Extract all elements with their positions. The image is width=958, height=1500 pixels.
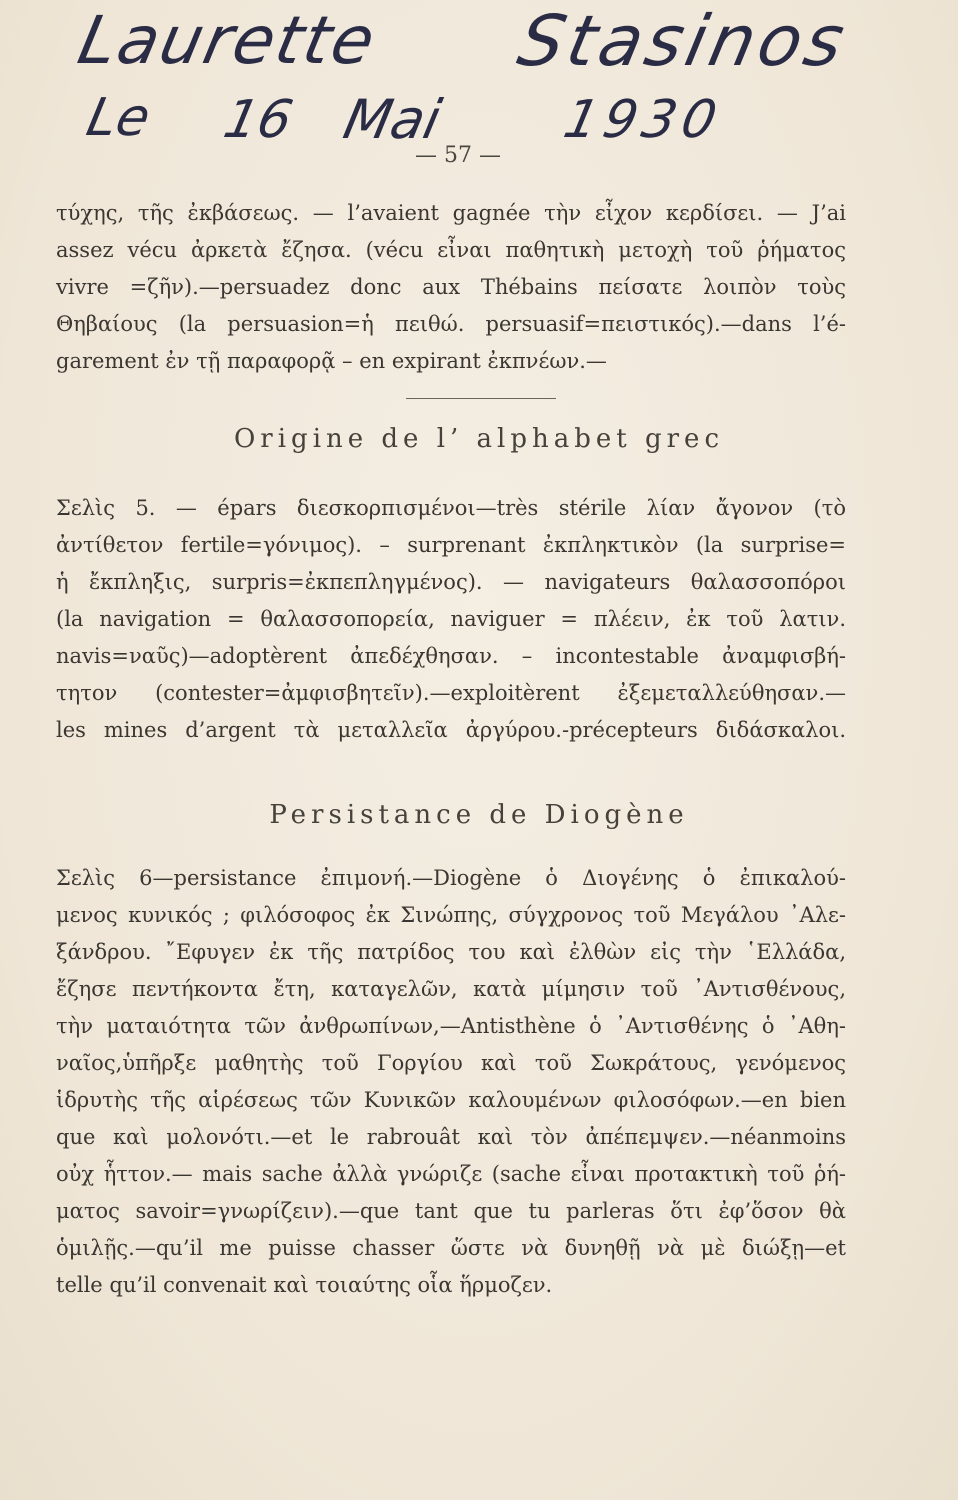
text-line: telle qu’il convenait καὶ τοιαύτης οἷα ἥρμοζεν. — [56, 1273, 553, 1297]
handwritten-date-month: Mai — [338, 88, 447, 151]
text-line: ὁμιλῇς.—qu’il me puisse chasser ὥστε νὰ δυνηθῇ νὰ μὲ διώξῃ—et — [56, 1236, 846, 1260]
text-line: les mines d’argent τὰ μεταλλεῖα ἀργύρου.-précepteurs διδάσκαλοι. — [56, 718, 846, 742]
handwritten-signature-name-last: Stasinos — [511, 0, 856, 82]
text-line: Σελὶς 5. — épars διεσκορπισμένοι—très stérile λίαν ἄγονον (τὸ — [56, 496, 846, 520]
text-line: ἱδρυτὴς τῆς αἱρέσεως τῶν Κυνικῶν καλουμένων φιλοσόφων.—en bien — [56, 1088, 846, 1112]
text-line: ξάνδρου. ῎Εφυγεν ἐκ τῆς πατρίδος του καὶ ἐλθὼν εἰς τὴν ῾Ελλάδα, — [56, 940, 846, 964]
text-line: ἀντίθετον fertile=γόνιμος). – surprenant ἐκπληκτικὸν (la surprise= — [56, 533, 846, 557]
page-number: — 57 — — [415, 143, 501, 168]
text-line: que καὶ μολονότι.—et le rabrouât καὶ τὸν ἀπέπεμψεν.—néanmoins — [56, 1125, 846, 1149]
text-line: ναῖος,ὑπῆρξε μαθητὴς τοῦ Γοργίου καὶ τοῦ Σωκράτους, γενόμενος — [56, 1051, 846, 1075]
text-line: τητον (contester=ἀμφισβητεῖν).—exploitèrent ἐξεμεταλλεύθησαν.— — [56, 681, 846, 705]
paragraph-alphabet — [56, 490, 846, 749]
handwritten-date-le: Le — [81, 88, 156, 148]
text-line: Θηβαίους (la persuasion=ἡ πειθώ. persuasif=πειστικός).—dans l’é- — [56, 312, 846, 336]
handwritten-date-day: 16 — [218, 90, 298, 150]
section-heading-diogene: Persistance de Diogène — [269, 800, 689, 830]
paragraph-intro — [56, 195, 846, 380]
text-line: navis=ναῦς)—adoptèrent ἀπεδέχθησαν. – incontestable ἀναμφισβή- — [56, 644, 846, 668]
text-line: (la navigation = θαλασσοπορεία, naviguer = πλέειν, ἐκ τοῦ λατιν. — [56, 607, 846, 631]
handwritten-signature-name-first: Laurette — [71, 2, 384, 79]
text-line: τὴν ματαιότητα τῶν ἀνθρωπίνων,—Antisthène ὁ ᾿Αντισθένης ὁ ᾿Αθη- — [56, 1014, 846, 1038]
section-heading-alphabet: Origine de l’ alphabet grec — [233, 424, 725, 454]
text-line: τύχης, τῆς ἐκβάσεως. — l’avaient gagnée τὴν εἶχον κερδίσει. — J’ai — [56, 201, 846, 225]
paragraph-diogene — [56, 860, 846, 1304]
text-line: garement ἐν τῇ παραφορᾷ – en expirant ἐκπνέων.— — [56, 349, 607, 373]
text-line: Σελὶς 6—persistance ἐπιμονή.—Diogène ὁ Διογένης ὁ ἐπικαλού- — [56, 866, 846, 890]
text-line: οὐχ ἧττον.— mais sache ἀλλὰ γνώριζε (sache εἶναι προτακτικὴ τοῦ ῥή- — [56, 1162, 846, 1186]
section-divider — [406, 398, 556, 399]
text-line: ἔζησε πεντήκοντα ἔτη, καταγελῶν, κατὰ μίμησιν τοῦ ᾿Αντισθένους, — [56, 977, 846, 1001]
text-line: ἡ ἔκπληξις, surpris=ἐκπεπληγμένος). — navigateurs θαλασσοπόροι — [56, 570, 846, 594]
text-line: assez vécu ἀρκετὰ ἔζησα. (vécu εἶναι παθητικὴ μετοχὴ τοῦ ῥήματος — [56, 238, 846, 262]
text-line: vivre =ζῆν).—persuadez donc aux Thébains πείσατε λοιπὸν τοὺς — [56, 275, 846, 299]
handwritten-date-year: 1930 — [558, 90, 728, 150]
text-line: μενος κυνικός ; φιλόσοφος ἐκ Σινώπης, σύγχρονος τοῦ Μεγάλου ᾿Αλε- — [56, 903, 846, 927]
text-line: ματος savoir=γνωρίζειν).—que tant que tu parleras ὅτι ἐφ’ὅσον θὰ — [56, 1199, 846, 1223]
